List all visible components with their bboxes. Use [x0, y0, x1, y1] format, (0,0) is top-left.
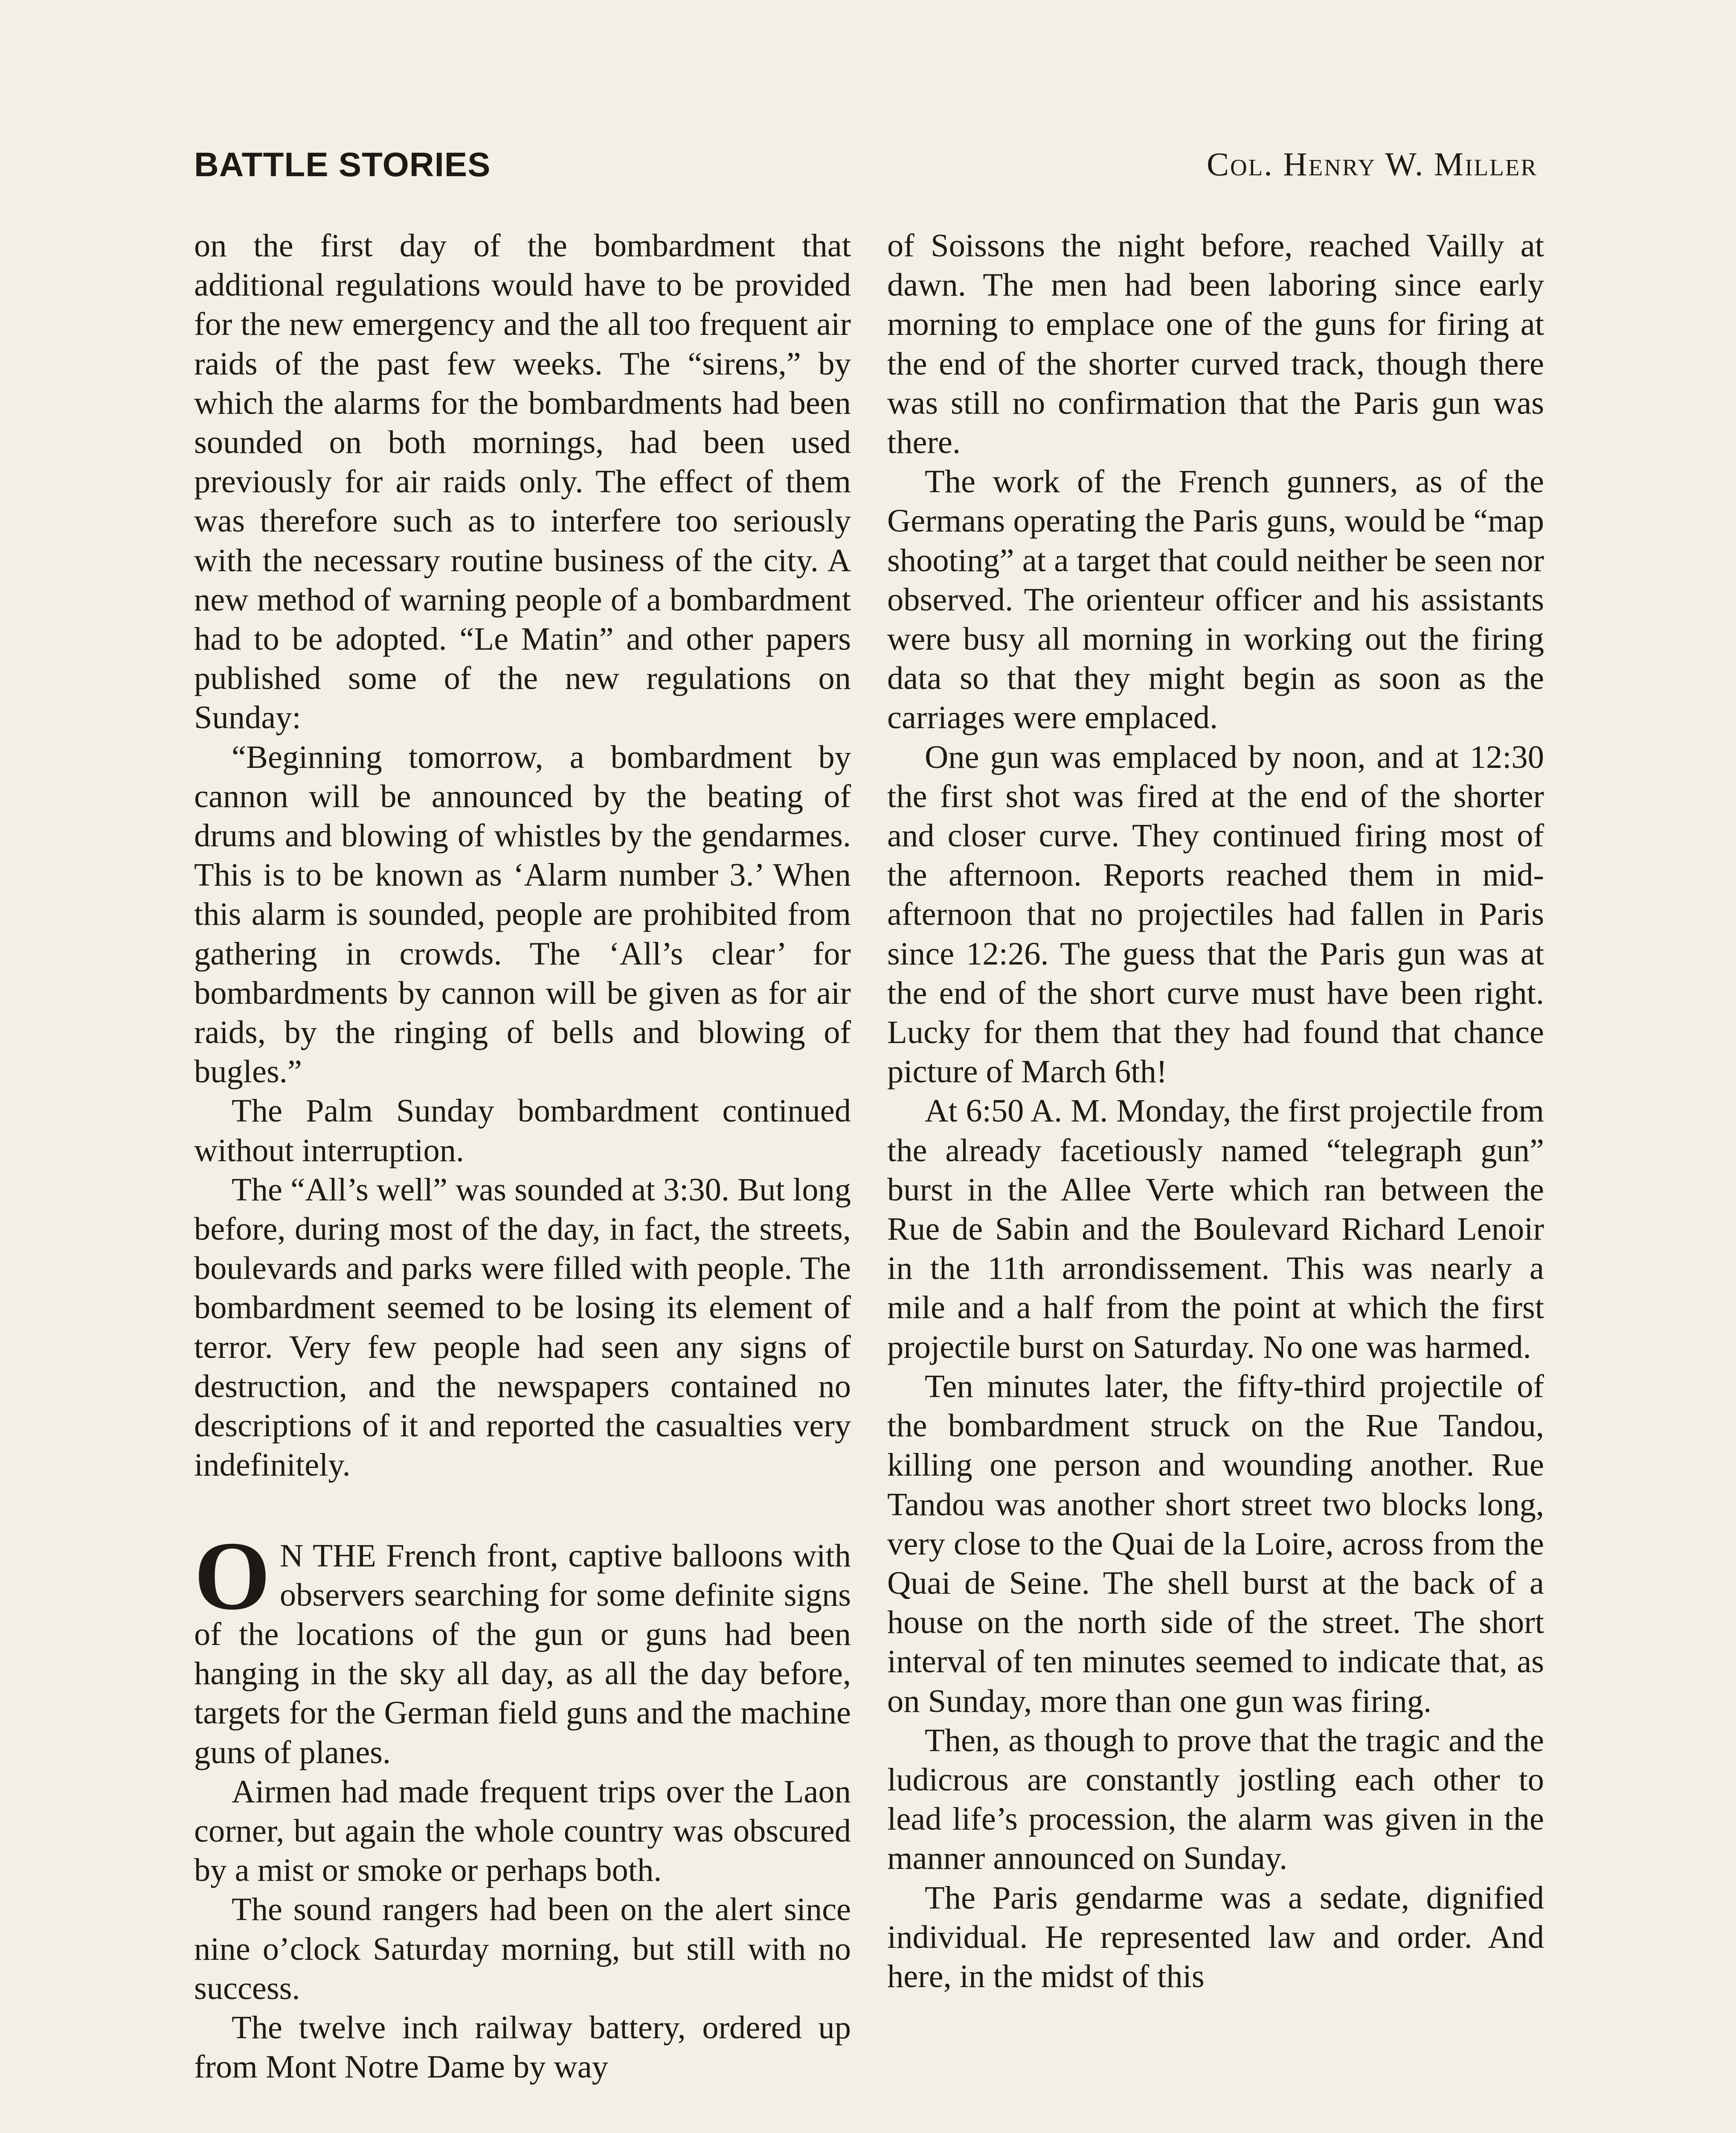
left-column: [194, 226, 851, 2133]
dropcap-paragraph: [194, 1521, 851, 1772]
section-title: BATTLE STORIES: [194, 145, 491, 183]
author-name: Col. Henry W. Miller: [1206, 145, 1538, 183]
paragraph: The sound rangers had been on the alert since nine o’clock Saturday morning, but still with no success.: [194, 1891, 851, 2006]
paragraph: on the first day of the bombardment that additional regulations would have to be provided for the new emergency and the all too frequent air raids of the past few weeks. The “sirens,” by which the alarms for the bombardments had been sounded on both mornings, had been used previously for air raids only. The effect of them was therefore such as to interfere too seriously with the necessary routine business of the city. A new method of warning people of a bombardment had to be adopted. “Le Matin” and other papers published some of the new regulations on Sunday:: [194, 227, 851, 736]
paragraph: “Beginning tomorrow, a bombardment by cannon will be announced by the beating of drums and blowing of whistles by the gendarmes. This is to be known as ‘Alarm number 3.’ When this alarm is sounded, people are prohibited from gathering in crowds. The ‘All’s clear’ for bombardments by cannon will be given as for air raids, by the ringing of bells and blowing of bugles.”: [194, 738, 851, 1090]
drop-cap: O: [194, 1521, 270, 1630]
paragraph: Ten minutes later, the fifty-third projectile of the bombardment struck on the Rue Tandou, killing one person and wounding another. Rue Tandou was another short street two blocks long, very close to the Quai de la Loire, across from the Quai de Seine. The shell burst at the back of a house on the north side of the street. The short interval of ten minutes seemed to indicate that, as on Sunday, more than one gun was firing.: [887, 1368, 1544, 1719]
paragraph: At 6:50 A. M. Monday, the first projectile from the already facetiously named “telegraph gun” burst in the Allee Verte which ran between the Rue de Sabin and the Boulevard Richard Lenoir in the 11th arrondissement. This was nearly a mile and a half from the point at which the first projectile burst on Saturday. No one was harmed.: [887, 1093, 1544, 1365]
section-break: [194, 1485, 851, 1536]
paragraph: The Palm Sunday bombardment continued without interruption.: [194, 1093, 851, 1168]
running-head: [194, 145, 1538, 192]
paragraph: Then, as though to prove that the tragic and the ludicrous are constantly jostling each other to lead life’s procession, the alarm was given in the manner announced on Sunday.: [887, 1722, 1544, 1877]
paragraph: The work of the French gunners, as of the Germans operating the Paris guns, would be “map shooting” at a target that could neither be seen nor observed. The orienteur officer and his assistants were busy all morning in working out the firing data so that they might begin as soon as the carriages were emplaced.: [887, 463, 1544, 736]
right-column: [887, 226, 1544, 2133]
paragraph: Airmen had made frequent trips over the Laon corner, but again the whole country was obscured by a mist or smoke or perhaps both.: [194, 1773, 851, 1889]
paragraph: The twelve inch railway battery, ordered up from Mont Notre Dame by way: [194, 2009, 851, 2085]
paragraph: The Paris gendarme was a sedate, dignified individual. He represented law and order. And here, in the midst of this: [887, 1879, 1544, 1994]
paragraph-text: N THE French front, captive balloons with observers searching for some definite signs of the locations of the gun or guns had been hanging in the sky all day, as all the day before, targets for the German field guns and the machine guns of planes.: [194, 1537, 851, 1770]
paragraph: of Soissons the night before, reached Vailly at dawn. The men had been laboring since early morning to emplace one of the guns for firing at the end of the shorter curved track, though there was still no confirmation that the Paris gun was there.: [887, 227, 1544, 461]
paragraph: One gun was emplaced by noon, and at 12:30 the first shot was fired at the end of the shorter and closer curve. They continued firing most of the afternoon. Reports reached them in mid-afternoon that no projectiles had fallen in Paris since 12:26. The guess that the Paris gun was at the end of the short curve must have been right. Lucky for them that they had found that chance picture of March 6th!: [887, 738, 1544, 1090]
paragraph: The “All’s well” was sounded at 3:30. But long before, during most of the day, in fact, the streets, boulevards and parks were filled with people. The bombardment seemed to be losing its element of terror. Very few people had seen any signs of destruction, and the newspapers contained no descriptions of it and reported the casualties very indefinitely.: [194, 1171, 851, 1483]
